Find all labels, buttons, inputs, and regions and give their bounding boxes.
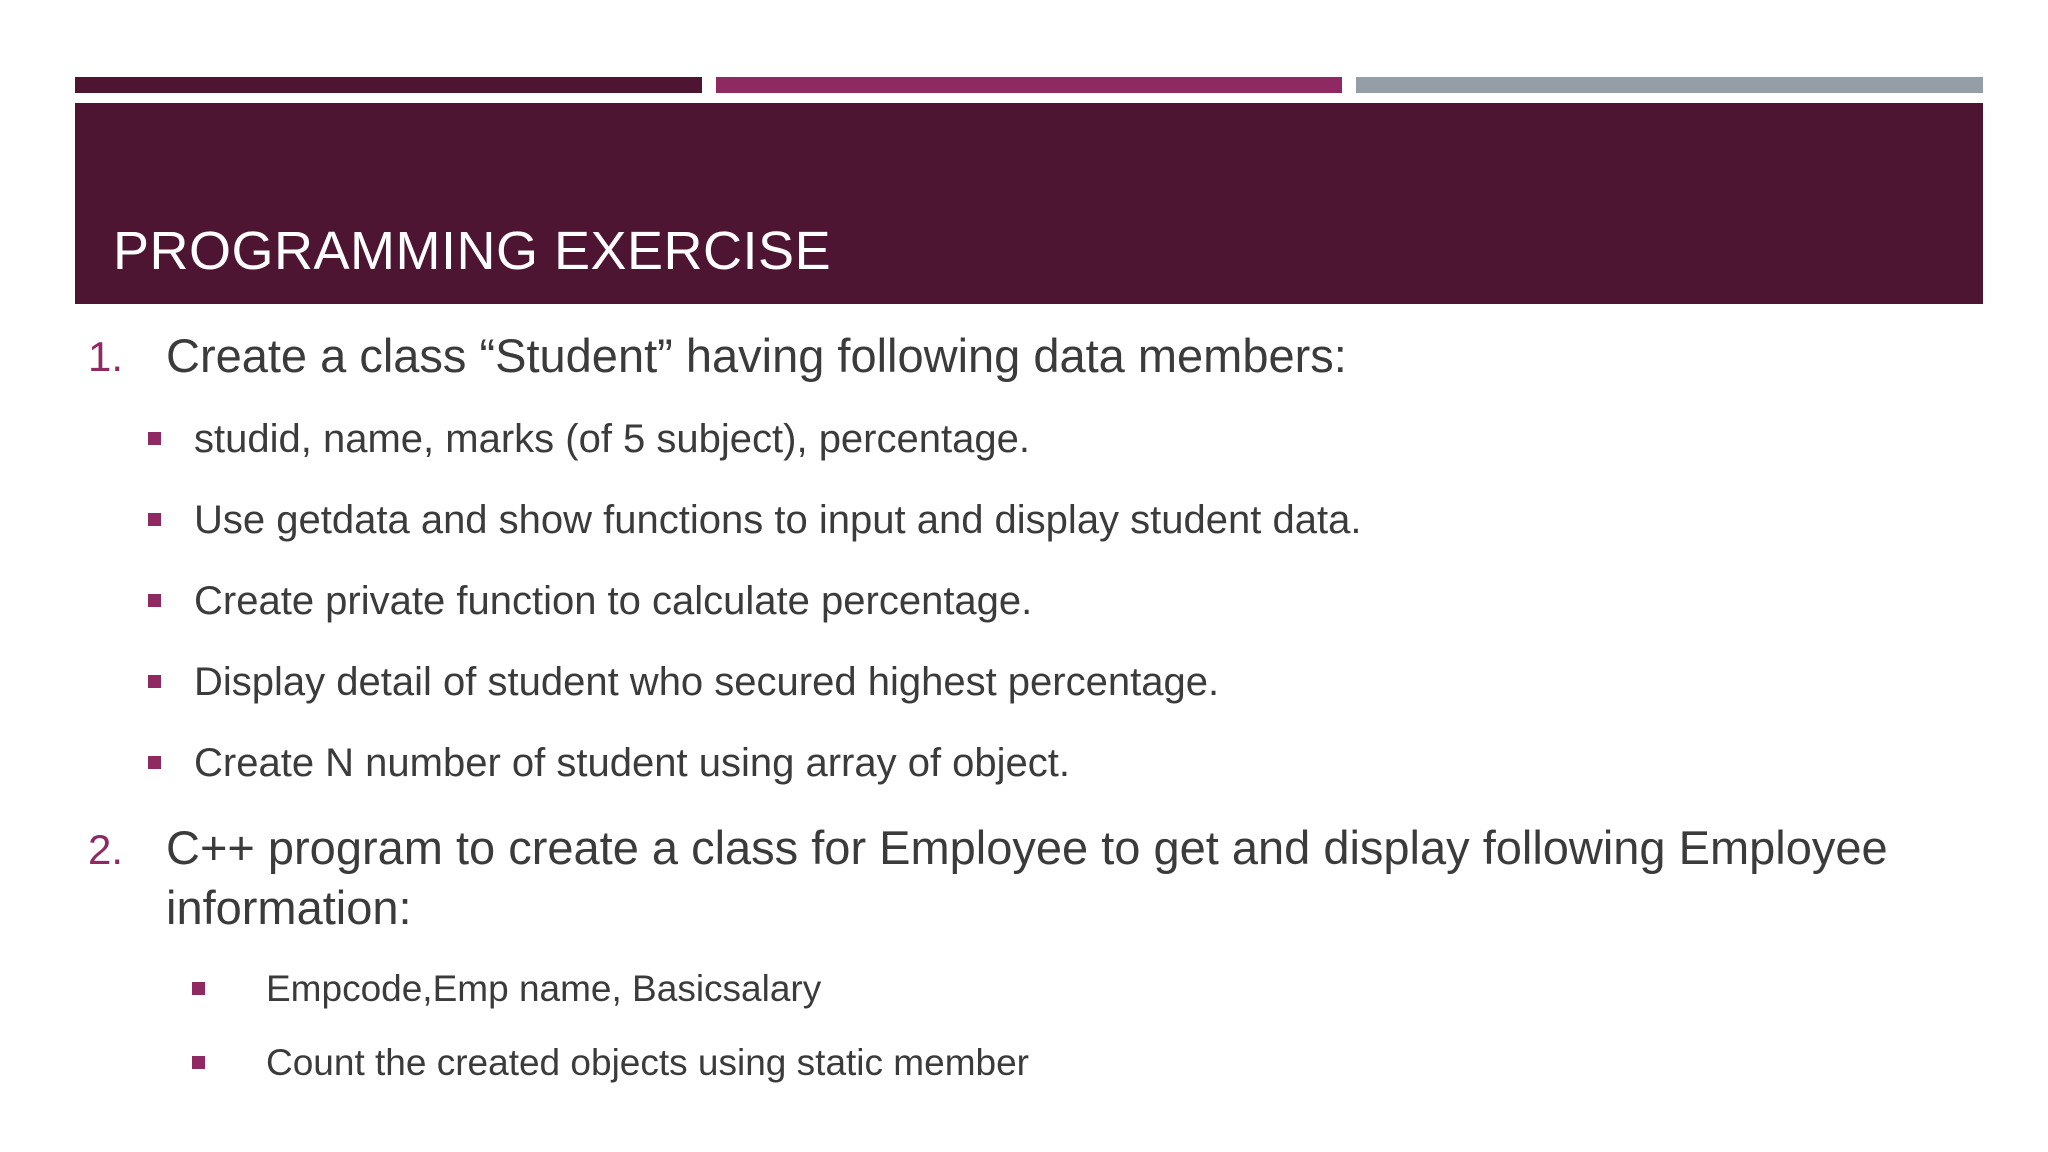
sub-item-1-1: studid, name, marks (of 5 subject), percentage.: [194, 417, 1030, 461]
sub-item-1-3: Create private function to calculate percentage.: [194, 579, 1033, 623]
sub-item-1-4: Display detail of student who secured highest percentage.: [194, 660, 1220, 704]
sub-item-2-2: Count the created objects using static member: [266, 1042, 1029, 1083]
list-item-2-text-line1: C++ program to create a class for Employee to get and display following Employee: [166, 821, 1888, 874]
list-number-1: 1.: [88, 333, 124, 380]
bullet-square-icon: [192, 982, 205, 995]
slide-title: PROGRAMMING EXERCISE: [113, 221, 832, 281]
sub-item-2-1: Empcode,Emp name, Basicsalary: [266, 968, 822, 1009]
list-item-2-text-line2: information:: [166, 881, 412, 934]
list-item-1-text: Create a class “Student” having following data members:: [166, 329, 1347, 382]
bullet-square-icon: [148, 432, 161, 445]
bullet-square-icon: [148, 513, 161, 526]
sub-item-1-2: Use getdata and show functions to input and display student data.: [194, 498, 1362, 542]
bullet-square-icon: [148, 594, 161, 607]
bullet-square-icon: [148, 756, 161, 769]
bullet-square-icon: [192, 1056, 205, 1069]
list-number-2: 2.: [88, 826, 124, 873]
sub-item-1-5: Create N number of student using array of object.: [194, 741, 1071, 785]
bullet-square-icon: [148, 675, 161, 688]
